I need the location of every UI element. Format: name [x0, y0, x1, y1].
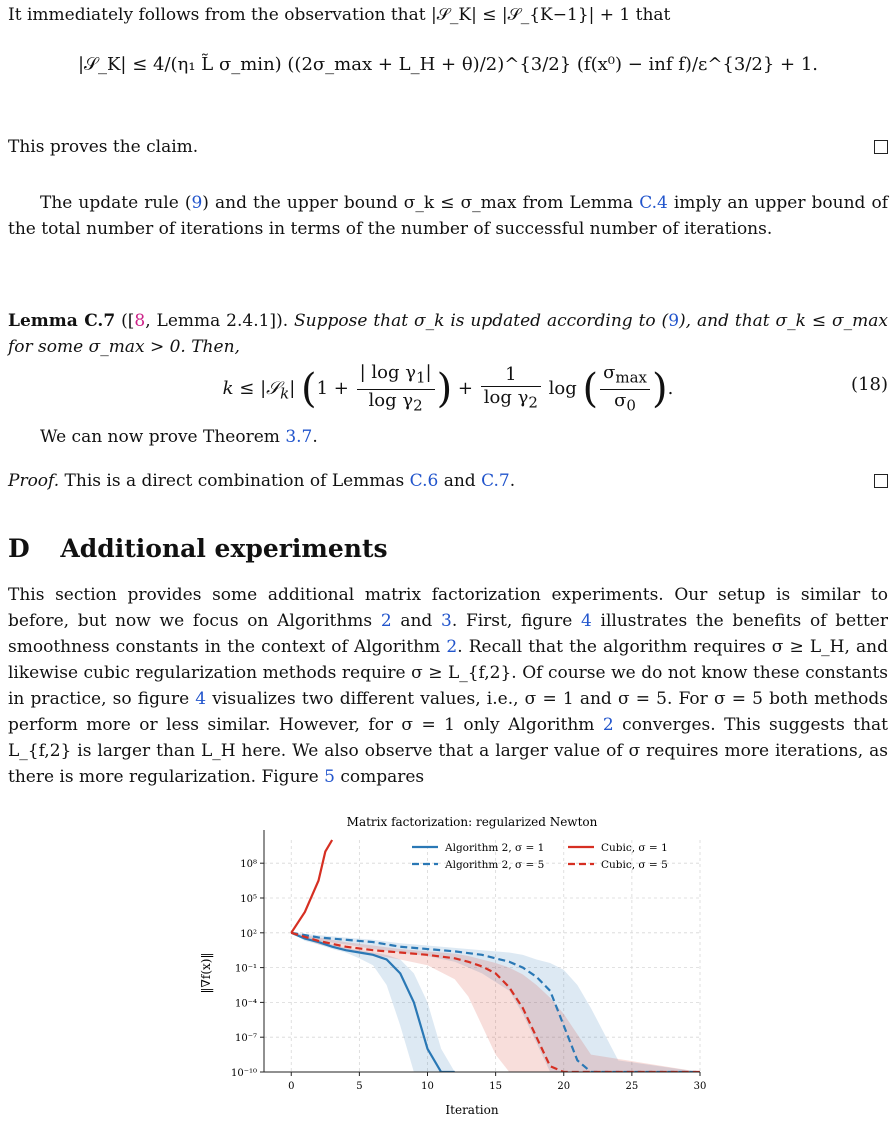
- lemma-link[interactable]: C.6: [409, 471, 439, 491]
- x-tick-label: 0: [288, 1081, 295, 1092]
- chart-title: Matrix factorization: regularized Newton: [346, 815, 598, 829]
- equation-number: (18): [851, 374, 888, 395]
- algorithm-link[interactable]: 2: [602, 715, 614, 735]
- proof-end-line: This proves the claim.: [8, 134, 888, 160]
- figure-link[interactable]: 4: [581, 611, 592, 631]
- lemma-link[interactable]: C.7: [481, 471, 510, 491]
- equation-link[interactable]: 9: [191, 193, 203, 213]
- x-tick-label: 10: [421, 1081, 434, 1092]
- y-tick-label: 10⁻¹: [234, 963, 257, 975]
- algorithm-link[interactable]: 2: [380, 611, 392, 631]
- x-tick-label: 30: [693, 1081, 707, 1092]
- proof-label: Proof.: [8, 471, 60, 491]
- figure-chart: [0, 800, 880, 1122]
- equation-link[interactable]: 9: [668, 311, 680, 331]
- y-tick-label: 10⁸: [240, 859, 257, 871]
- algorithm-link[interactable]: 2: [446, 637, 458, 657]
- x-tick-label: 25: [625, 1081, 639, 1092]
- lemma-title: Lemma C.7: [8, 311, 116, 331]
- lemma-link[interactable]: C.4: [639, 193, 668, 213]
- legend-label: Algorithm 2, σ = 1: [445, 842, 545, 854]
- update-rule-paragraph: The update rule (9) and the upper bound σ_k ≤ σ_max from Lemma C.4 imply an upper bound of the total number of iterations in terms of the number of successful number of iterations.: [8, 193, 888, 239]
- legend-label: Algorithm 2, σ = 5: [445, 859, 545, 871]
- y-tick-label: 10⁻⁴: [234, 998, 257, 1010]
- x-tick-label: 20: [557, 1081, 571, 1092]
- y-tick-label: 10⁻¹⁰: [230, 1068, 257, 1079]
- qed-symbol: [874, 474, 888, 488]
- qed-symbol: [874, 140, 888, 154]
- algorithm-link[interactable]: 3: [441, 611, 452, 631]
- chart-svg: [0, 800, 880, 1122]
- x-axis-label: Iteration: [445, 1103, 499, 1117]
- legend-label: Cubic, σ = 5: [601, 859, 668, 871]
- figure-link[interactable]: 4: [195, 689, 207, 709]
- section-heading: [8, 534, 388, 563]
- x-tick-label: 5: [356, 1081, 363, 1092]
- section-title: Additional experiments: [60, 534, 388, 563]
- intro-line: It immediately follows from the observation that |𝒮_K| ≤ |𝒮_{K−1}| + 1 that: [8, 5, 671, 25]
- legend-label: Cubic, σ = 1: [601, 842, 668, 854]
- citation-link[interactable]: 8: [134, 311, 146, 331]
- theorem-link[interactable]: 3.7: [285, 427, 313, 447]
- y-tick-label: 10⁵: [240, 894, 257, 905]
- equation-18: k ≤ |𝒮$_k$| (1 + $\frac{| \log \gamma_1|}{\log \gamma_2}$ ) + $\frac{1}{\log \gamma_2}$ log ( $\frac{\sigma_{max}}{\sigma_0}$ ). (18): [222, 362, 888, 415]
- equation-sk-bound: |𝒮_K| ≤ 4/(η₁ L̃ σ_min) ((2σ_max + L_H + θ)/2)^{3/2} (f(x⁰) − inf f)/ε^{3/2} + 1.: [77, 54, 818, 75]
- y-axis-label: ‖∇f(x)‖: [199, 952, 213, 994]
- legend: [412, 842, 668, 871]
- x-tick-label: 15: [489, 1081, 502, 1092]
- lemma-c7: Lemma C.7 ([8, Lemma 2.4.1]). Suppose that σ_k is updated according to (9), and that σ_k ≤ σ_max for some σ_max > 0. Then,: [8, 311, 888, 357]
- y-tick-label: 10⁻⁷: [234, 1033, 257, 1045]
- section-number: D: [8, 534, 30, 563]
- figure-link[interactable]: 5: [324, 767, 335, 787]
- prove-theorem-line: We can now prove Theorem 3.7.: [40, 427, 318, 447]
- series-line-2: [291, 840, 332, 933]
- y-tick-label: 10²: [240, 928, 257, 940]
- experiments-paragraph: This section provides some additional matrix factorization experiments. Our setup is similar to before, but now we focus on Algorithms 2 and 3. First, figure 4 illustrates the benefits of better smoothness constants in the context of Algorithm 2. Recall that the algorithm requires σ ≥ L_H, and likewise cubic regularization methods require σ ≥ L_{f,2}. Of course we do not know these constants in practice, so figure 4 visualizes two different values, i.e., σ = 1 and σ = 5. For σ = 5 both methods perform more or less similar. However, for σ = 1 only Algorithm 2 converges. This suggests that L_{f,2} is larger than L_H here. We also observe that a larger value of σ requires more iterations, as there is more regularization. Figure 5 compares: [8, 585, 888, 787]
- proof-line: Proof. This is a direct combination of Lemmas C.6 and C.7.: [8, 468, 888, 494]
